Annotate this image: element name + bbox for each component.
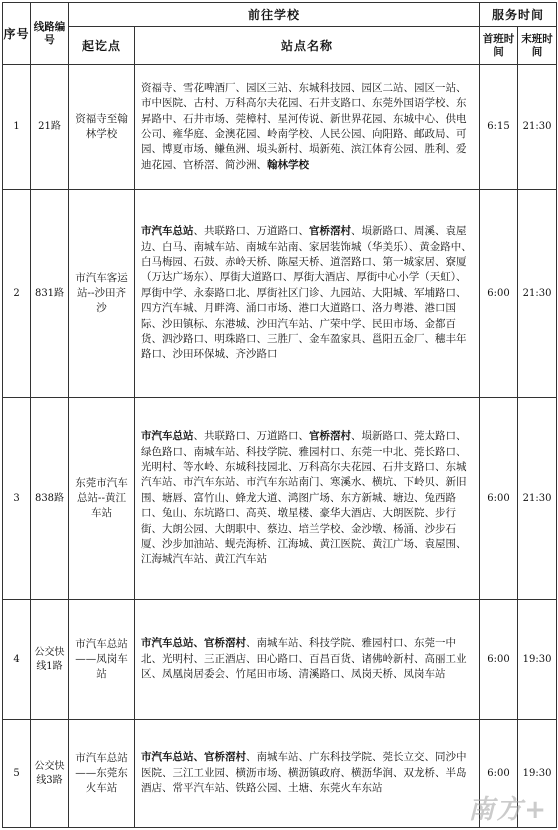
last-bus-cell: 21:30: [518, 65, 557, 190]
stop-text: 资福寺、雪花啤酒厂、园区三站、东城科技园、园区二站、园区一站、市中医院、古村、万科高尔夫花园、石井支路口、东莞外国语学校、东昇路中、石井市场、莞樟村、星河传说、新世界花园、东城中心、供电公司、雍华庭、金澳花园、岭南学校、人民公园、向阳路、邮政局、可园、博夏市场、鳒鱼洲、埙头新村、埙新苑、滨江体育公园、胜利、爱迪花园、官桥滘、简沙洲、: [141, 81, 467, 171]
route-cell: 公交快线1路: [31, 600, 69, 720]
service-time-header: 服务时间: [480, 3, 557, 27]
stop-text: 、共联路口、万道路口、: [193, 225, 309, 238]
seq-cell: 5: [3, 720, 31, 828]
stop-text: 、南城车站、科技学院、雅园村口、东莞一中北、光明村、三正酒店、田心路口、百昌百货、诸佛岭新村、高丽工业区、凤凰岗居委会、竹尾田市场、清溪路口、凤岗天桥、凤岗车站: [141, 637, 467, 681]
stops-cell: [135, 65, 480, 190]
seq-header: 序号: [3, 3, 31, 65]
stops-cell: [135, 398, 480, 600]
first-bus-cell: 6:00: [480, 190, 518, 398]
first-bus-header: 首班时间: [480, 27, 518, 65]
highlight-stop-text: 翰林学校: [267, 158, 309, 171]
origin-cell: 市汽车客运站--沙田齐沙: [69, 190, 135, 398]
table-row: [3, 65, 557, 190]
first-bus-cell: 6:00: [480, 398, 518, 600]
highlight-stop-text: 市汽车总站、官桥滘村: [141, 637, 246, 650]
seq-cell: 1: [3, 65, 31, 190]
origin-cell: 资福寺至翰林学校: [69, 65, 135, 190]
last-bus-cell: 21:30: [518, 398, 557, 600]
origin-cell: 市汽车总站——凤岗车站: [69, 600, 135, 720]
stops-cell: [135, 600, 480, 720]
bus-route-table: [2, 2, 557, 828]
table-row: [3, 190, 557, 398]
stops-cell: [135, 190, 480, 398]
stop-text: 、埙新路口、周溪、袁屋边、白马、南城车站、南城车站南、家居装饰城（华美乐）、黄金路中、白马梅园、石鼓、赤岭天桥、陈屋天桥、道滘路口、第一城家居、寮厦（万达广场东）、厚街大道路口、厚街大酒店、厚街中心小学（天虹）、厚街中学、永泰路口北、厚街社区门诊、九园站、大阳城、军埔路口、四方汽车城、月畔湾、涌口市场、港口大道路口、洛力粤港、港口国际、沙田镇标、东港城、沙田汽车站、广荣中学、民田市场、金都百货、泗沙路口、明珠路口、三胜厂、金车盈家具、邕阳五金厂、穗丰年路口、沙田环保城、齐沙路口: [141, 225, 472, 361]
route-cell: 831路: [31, 190, 69, 398]
route-cell: 公交快线3路: [31, 720, 69, 828]
origin-cell: 市汽车总站——东莞东火车站: [69, 720, 135, 828]
header-row-2: [3, 27, 557, 65]
first-bus-cell: 6:15: [480, 65, 518, 190]
last-bus-header: 末班时间: [518, 27, 557, 65]
table-row: [3, 720, 557, 828]
stop-text: 、埙新路口、莞太路口、绿色路口、南城车站、科技学院、雅园村口、东莞一中北、莞长路口、光明村、等水岭、东城科技园北、万科高尔夫花园、石井支路口、东城汽车站、市汽车东站、市汽车东站南门、寒溪水、横坑、下岭贝、新旧围、塘唇、富竹山、蜂龙大道、鸿图广场、东方新城、塘边、兔西路口、兔山、东坑路口、高英、墩星楼、豪华大酒店、大朗医院、步行街、大朗公园、大朗职中、蔡边、培兰学校、金沙墩、杨涌、沙步石厦、沙步加油站、蚬壳海桥、江海城、黄江医院、黄江广场、袁屋围、江海城汽车站、黄江汽车站: [141, 430, 467, 566]
table-row: [3, 398, 557, 600]
to-school-header: 前往学校: [69, 3, 480, 27]
seq-cell: 3: [3, 398, 31, 600]
last-bus-cell: 21:30: [518, 190, 557, 398]
seq-cell: 4: [3, 600, 31, 720]
last-bus-cell: 19:30: [518, 720, 557, 828]
highlight-stop-text: 官桥滘村: [309, 430, 351, 443]
origin-header: 起讫点: [69, 27, 135, 65]
header-row-1: [3, 3, 557, 27]
seq-cell: 2: [3, 190, 31, 398]
first-bus-cell: 6:00: [480, 600, 518, 720]
table-row: [3, 600, 557, 720]
stop-text: 、南城车站、广东科技学院、莞长立交、同沙中医院、三江工业园、横沥市场、横沥镇政府、横沥华润、双龙桥、半岛酒店、常平汽车站、铁路公园、土塘、东莞火车东站: [141, 751, 467, 795]
stops-cell: [135, 720, 480, 828]
route-no-header: 线路编号: [31, 3, 69, 65]
stops-header: 站点名称: [135, 27, 480, 65]
highlight-stop-text: 官桥滘村: [309, 225, 351, 238]
highlight-stop-text: 市汽车总站: [141, 225, 194, 238]
stop-text: 、共联路口、万道路口、: [193, 430, 309, 443]
highlight-stop-text: 市汽车总站: [141, 430, 194, 443]
first-bus-cell: 6:00: [480, 720, 518, 828]
origin-cell: 东莞市汽车总站--黄江车站: [69, 398, 135, 600]
highlight-stop-text: 市汽车总站、官桥滘村: [141, 751, 246, 764]
last-bus-cell: 19:30: [518, 600, 557, 720]
route-cell: 838路: [31, 398, 69, 600]
route-cell: 21路: [31, 65, 69, 190]
watermark-logo: 南方+: [468, 795, 548, 825]
